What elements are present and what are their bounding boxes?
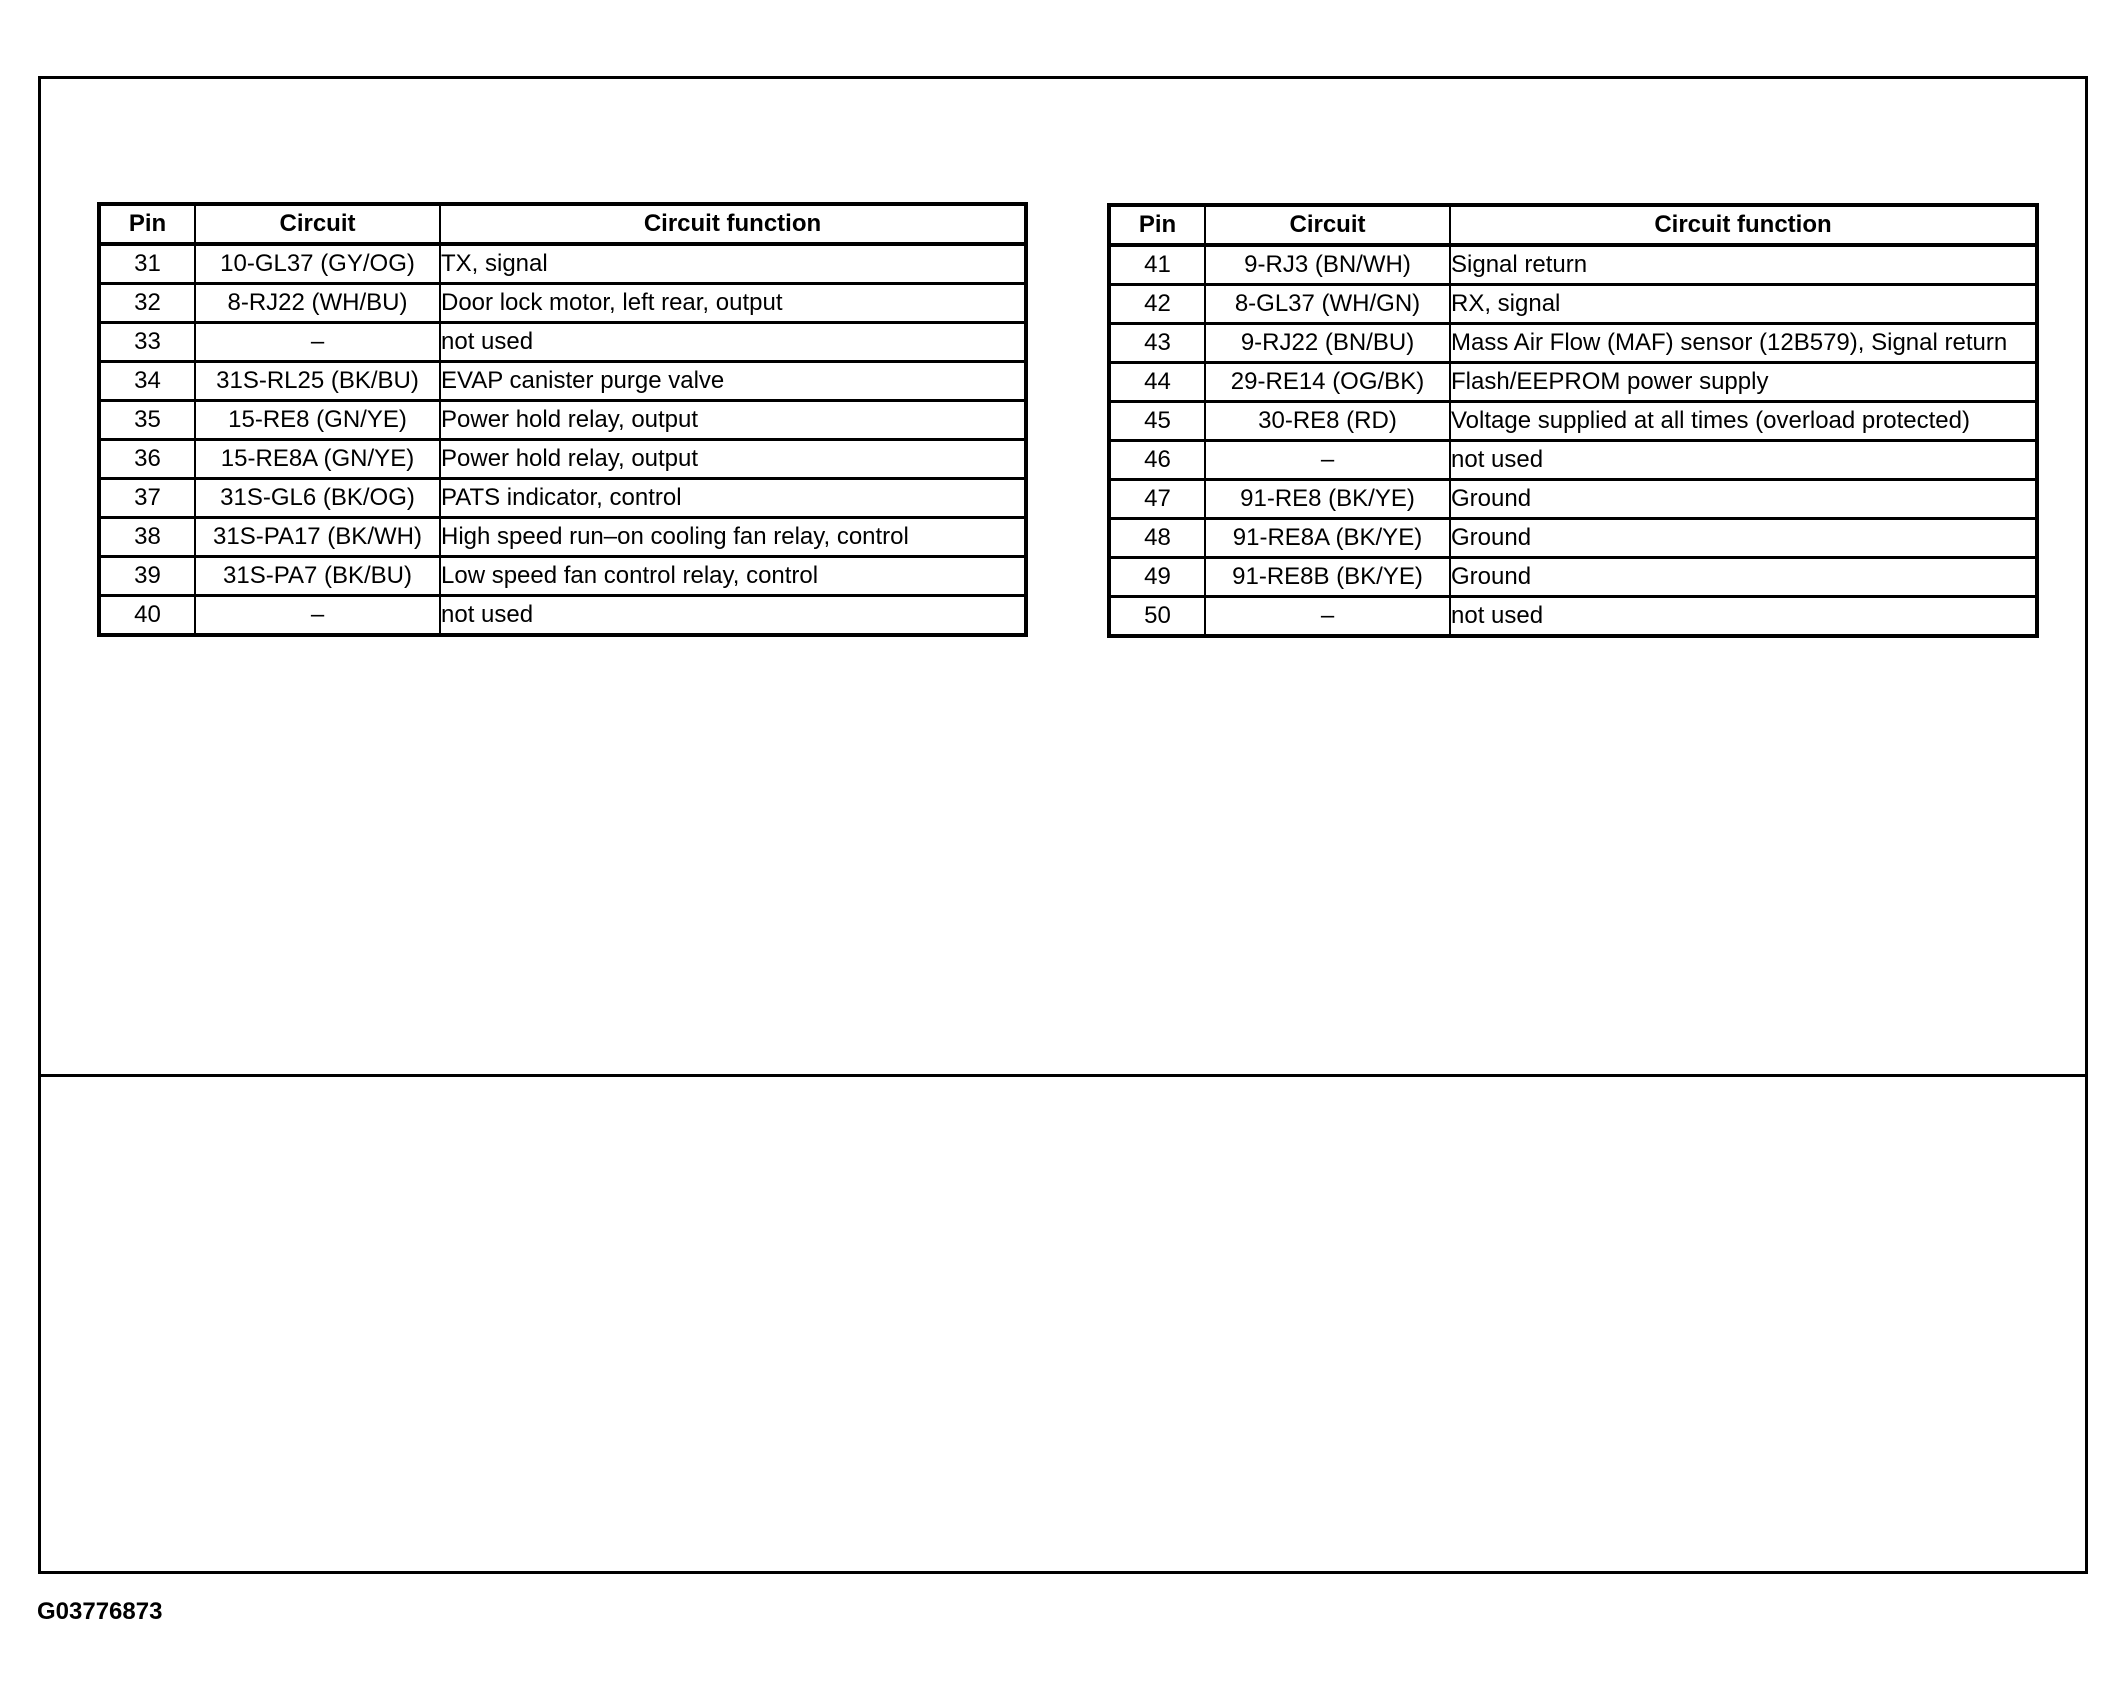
circuit-function-cell: Ground <box>1450 480 2037 519</box>
circuit-cell: 10-GL37 (GY/OG) <box>195 244 440 284</box>
circuit-function-cell: Voltage supplied at all times (overload protected) <box>1450 402 2037 441</box>
circuit-function-cell: TX, signal <box>440 244 1026 284</box>
circuit-function-cell: not used <box>1450 441 2037 480</box>
circuit-cell: 31S-GL6 (BK/OG) <box>195 479 440 518</box>
pin-cell: 35 <box>99 401 195 440</box>
circuit-cell: 31S-PA7 (BK/BU) <box>195 557 440 596</box>
table-row <box>1109 285 2037 324</box>
table-row <box>1109 480 2037 519</box>
pin-cell: 38 <box>99 518 195 557</box>
table-row <box>99 244 1026 284</box>
table-row <box>99 596 1026 636</box>
pin-cell: 39 <box>99 557 195 596</box>
pin-cell: 48 <box>1109 519 1205 558</box>
circuit-cell: 30-RE8 (RD) <box>1205 402 1450 441</box>
circuit-cell: – <box>1205 597 1450 637</box>
circuit-function-cell: Power hold relay, output <box>440 440 1026 479</box>
table-row <box>1109 324 2037 363</box>
circuit-function-cell: not used <box>440 596 1026 636</box>
table-header-row <box>1109 205 2037 245</box>
pin-cell: 46 <box>1109 441 1205 480</box>
pin-cell: 45 <box>1109 402 1205 441</box>
table-row <box>1109 519 2037 558</box>
circuit-cell: – <box>195 323 440 362</box>
header-circuit-function: Circuit function <box>1450 205 2037 245</box>
table-row <box>1109 441 2037 480</box>
circuit-function-cell: Power hold relay, output <box>440 401 1026 440</box>
circuit-function-cell: EVAP canister purge valve <box>440 362 1026 401</box>
pin-cell: 50 <box>1109 597 1205 637</box>
frame-divider <box>38 1074 2088 1077</box>
table-row <box>1109 363 2037 402</box>
header-circuit: Circuit <box>195 204 440 244</box>
pin-cell: 47 <box>1109 480 1205 519</box>
circuit-function-cell: Flash/EEPROM power supply <box>1450 363 2037 402</box>
circuit-cell: 91-RE8B (BK/YE) <box>1205 558 1450 597</box>
circuit-cell: 15-RE8A (GN/YE) <box>195 440 440 479</box>
circuit-function-cell: not used <box>440 323 1026 362</box>
pin-cell: 42 <box>1109 285 1205 324</box>
circuit-cell: 91-RE8A (BK/YE) <box>1205 519 1450 558</box>
circuit-cell: 9-RJ3 (BN/WH) <box>1205 245 1450 285</box>
header-pin: Pin <box>99 204 195 244</box>
table-row <box>1109 558 2037 597</box>
table-row <box>99 440 1026 479</box>
table-row <box>1109 402 2037 441</box>
circuit-cell: 15-RE8 (GN/YE) <box>195 401 440 440</box>
table-header-row <box>99 204 1026 244</box>
pin-cell: 36 <box>99 440 195 479</box>
circuit-cell: 29-RE14 (OG/BK) <box>1205 363 1450 402</box>
table-row <box>1109 245 2037 285</box>
circuit-function-cell: Ground <box>1450 558 2037 597</box>
table-row <box>99 401 1026 440</box>
header-pin: Pin <box>1109 205 1205 245</box>
pin-cell: 43 <box>1109 324 1205 363</box>
pin-cell: 49 <box>1109 558 1205 597</box>
table-row <box>1109 597 2037 637</box>
circuit-cell: 91-RE8 (BK/YE) <box>1205 480 1450 519</box>
header-circuit: Circuit <box>1205 205 1450 245</box>
circuit-function-cell: Door lock motor, left rear, output <box>440 284 1026 323</box>
circuit-cell: – <box>1205 441 1450 480</box>
circuit-function-cell: Signal return <box>1450 245 2037 285</box>
pin-cell: 33 <box>99 323 195 362</box>
circuit-function-cell: PATS indicator, control <box>440 479 1026 518</box>
table-row <box>99 479 1026 518</box>
table-row <box>99 518 1026 557</box>
circuit-function-cell: Ground <box>1450 519 2037 558</box>
circuit-cell: 31S-PA17 (BK/WH) <box>195 518 440 557</box>
table-row <box>99 323 1026 362</box>
figure-id: G03776873 <box>37 1598 163 1625</box>
circuit-function-cell: RX, signal <box>1450 285 2037 324</box>
pin-cell: 41 <box>1109 245 1205 285</box>
pin-cell: 32 <box>99 284 195 323</box>
circuit-function-cell: not used <box>1450 597 2037 637</box>
circuit-function-cell: Low speed fan control relay, control <box>440 557 1026 596</box>
pin-table-right <box>1107 203 2039 638</box>
table-row <box>99 284 1026 323</box>
circuit-cell: 8-RJ22 (WH/BU) <box>195 284 440 323</box>
circuit-cell: 31S-RL25 (BK/BU) <box>195 362 440 401</box>
table-row <box>99 362 1026 401</box>
table-row <box>99 557 1026 596</box>
pin-table-left <box>97 202 1028 637</box>
circuit-function-cell: Mass Air Flow (MAF) sensor (12B579), Signal return <box>1450 324 2037 363</box>
pin-cell: 34 <box>99 362 195 401</box>
circuit-function-cell: High speed run–on cooling fan relay, control <box>440 518 1026 557</box>
pin-cell: 37 <box>99 479 195 518</box>
header-circuit-function: Circuit function <box>440 204 1026 244</box>
circuit-cell: – <box>195 596 440 636</box>
pin-cell: 40 <box>99 596 195 636</box>
pin-cell: 44 <box>1109 363 1205 402</box>
circuit-cell: 9-RJ22 (BN/BU) <box>1205 324 1450 363</box>
circuit-cell: 8-GL37 (WH/GN) <box>1205 285 1450 324</box>
pin-cell: 31 <box>99 244 195 284</box>
